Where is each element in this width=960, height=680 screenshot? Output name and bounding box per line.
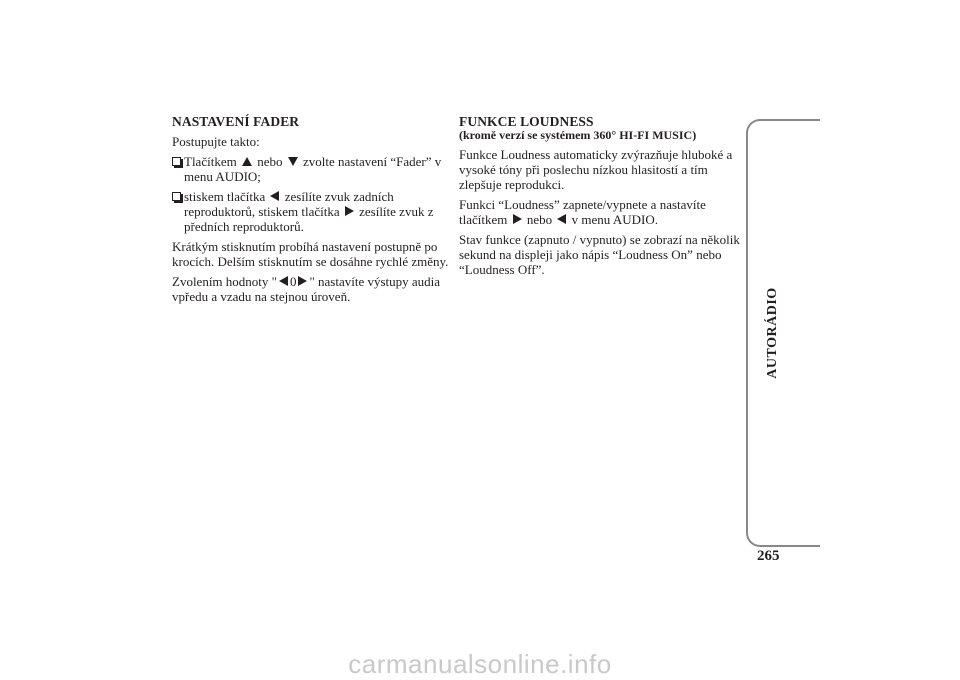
chapter-tab-label: AUTORÁDIO [765, 287, 780, 379]
triangle-left-icon [279, 276, 288, 286]
triangle-left-icon [270, 191, 279, 201]
triangle-right-icon [298, 276, 307, 286]
zero-note-before: Zvolením hodnoty " [172, 274, 277, 289]
step1-text-a: Tlačítkem [184, 154, 237, 169]
loudness-heading: FUNKCE LOUDNESS [459, 114, 594, 129]
toggle-note-after: v menu AUDIO. [571, 212, 658, 227]
fader-section [172, 114, 454, 309]
triangle-up-icon [242, 157, 252, 166]
step1-text-b: nebo [257, 154, 283, 169]
toggle-note-before: Funkci “Loudness” zapnete/vypnete a nastavíte tlačítkem [459, 197, 706, 227]
loudness-toggle-note [459, 197, 741, 227]
loudness-subheading: (kromě verzí se systémem 360° HI-FI MUSIC) [459, 128, 697, 142]
fader-zero-note [172, 274, 454, 304]
fader-short-long-note: Krátkým stisknutím probíhá nastavení postupně po krocích. Delším stisknutím se dosáhne rychlé změny. [172, 239, 449, 269]
triangle-right-icon [345, 206, 354, 216]
page-number: 265 [757, 548, 780, 564]
chapter-tab-frame [746, 119, 820, 547]
fader-step-1 [172, 154, 454, 184]
checkbox-bullet-icon [172, 192, 181, 201]
step2-text-c: zesílíte zvuk z předních reproduktorů. [184, 204, 434, 234]
loudness-status-note: Stav funkce (zapnuto / vypnuto) se zobrazí na několik sekund na displeji jako nápis “Loudness On” nebo “Loudness Off”. [459, 232, 740, 277]
fader-intro: Postupujte takto: [172, 134, 260, 149]
loudness-section [459, 114, 741, 282]
toggle-note-middle: nebo [526, 212, 553, 227]
triangle-left-icon [557, 214, 566, 224]
fader-heading: NASTAVENÍ FADER [172, 114, 300, 129]
checkbox-bullet-icon [172, 157, 181, 166]
zero-note-after: " nastavíte výstupy audia vpředu a vzadu na stejnou úroveň. [172, 274, 441, 304]
watermark: carmanualsonline.info [348, 649, 612, 679]
step2-text-b: zesílíte zvuk zadních reproduktorů, stiskem tlačítka [184, 189, 394, 219]
step2-text-a: stiskem tlačítka [184, 189, 266, 204]
zero-value: 0 [289, 274, 297, 289]
fader-step-2 [172, 189, 454, 234]
triangle-right-icon [513, 214, 522, 224]
triangle-down-icon [288, 157, 298, 166]
loudness-description: Funkce Loudness automaticky zvýrazňuje hluboké a vysoké tóny při poslechu nízkou hlasitostí a tím zlepšuje reprodukci. [459, 147, 733, 192]
step1-text-c: zvolte nastavení “Fader” v menu AUDIO; [184, 154, 442, 184]
